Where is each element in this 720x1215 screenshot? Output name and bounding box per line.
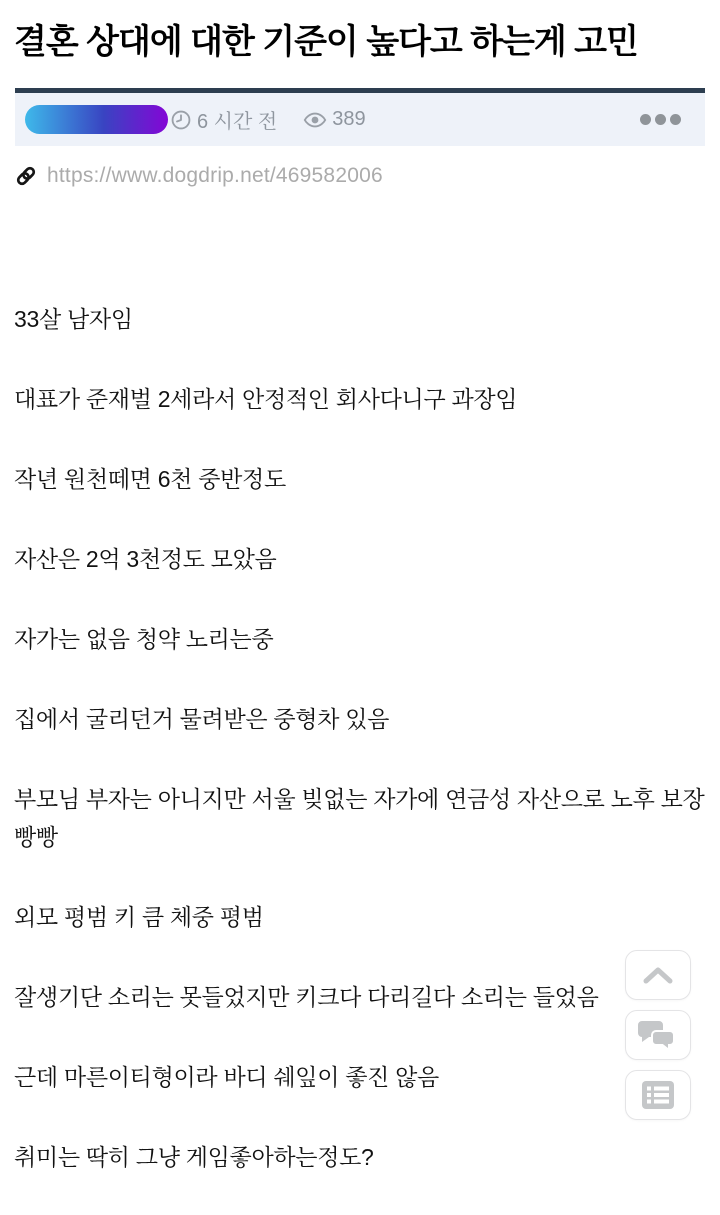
view-count-label: 389 bbox=[332, 108, 366, 130]
paragraph: 외모 평범 키 큼 체중 평범 bbox=[14, 904, 264, 930]
post-time-label: 6 시간 전 bbox=[197, 111, 278, 133]
eye-icon bbox=[303, 108, 327, 132]
paragraph: 대표가 준재벌 2세라서 안정적인 회사다니구 과장임 bbox=[14, 386, 518, 412]
paragraph: 집에서 굴리던거 물려받은 중형차 있음 bbox=[14, 706, 390, 732]
page-title: 결혼 상대에 대한 기준이 높다고 하는게 고민 bbox=[14, 23, 638, 61]
paragraph: 근데 마른이티형이라 바디 쉐잎이 좋진 않음 bbox=[14, 1064, 439, 1090]
chevron-up-icon bbox=[639, 963, 677, 987]
paragraph: 자가는 없음 청약 노리는중 bbox=[14, 626, 274, 652]
source-url-link[interactable]: https://www.dogdrip.net/469582006 bbox=[47, 164, 383, 187]
paragraph: 취미는 딱히 그냥 게임좋아하는정도? bbox=[14, 1144, 374, 1170]
article-body bbox=[14, 300, 706, 1176]
board-list-button[interactable] bbox=[625, 1070, 691, 1120]
paragraph: 잘생기단 소리는 못들었지만 키크다 다리길다 소리는 들었음 bbox=[14, 984, 599, 1010]
scroll-top-button[interactable] bbox=[625, 950, 691, 1000]
view-count bbox=[303, 108, 365, 132]
link-chain-icon bbox=[14, 164, 38, 188]
clock-icon bbox=[170, 109, 192, 131]
source-link-row bbox=[14, 164, 706, 188]
paragraph: 33살 남자임 bbox=[14, 306, 133, 332]
list-icon bbox=[641, 1080, 675, 1110]
chat-bubbles-icon bbox=[638, 1019, 678, 1051]
comments-button[interactable] bbox=[625, 1010, 691, 1060]
author-level-gauge bbox=[25, 105, 168, 134]
floating-button-stack bbox=[625, 950, 691, 1120]
paragraph: 작년 원천떼면 6천 중반정도 bbox=[14, 466, 286, 492]
paragraph: 자산은 2억 3천정도 모았음 bbox=[14, 546, 277, 572]
post-page bbox=[0, 22, 720, 1215]
paragraph: 부모님 부자는 아니지만 서울 빚없는 자가에 연금성 자산으로 노후 보장빵빵 bbox=[14, 786, 705, 850]
post-meta-bar bbox=[15, 88, 705, 146]
post-time bbox=[170, 105, 277, 134]
ellipsis-menu-icon[interactable] bbox=[640, 108, 681, 131]
